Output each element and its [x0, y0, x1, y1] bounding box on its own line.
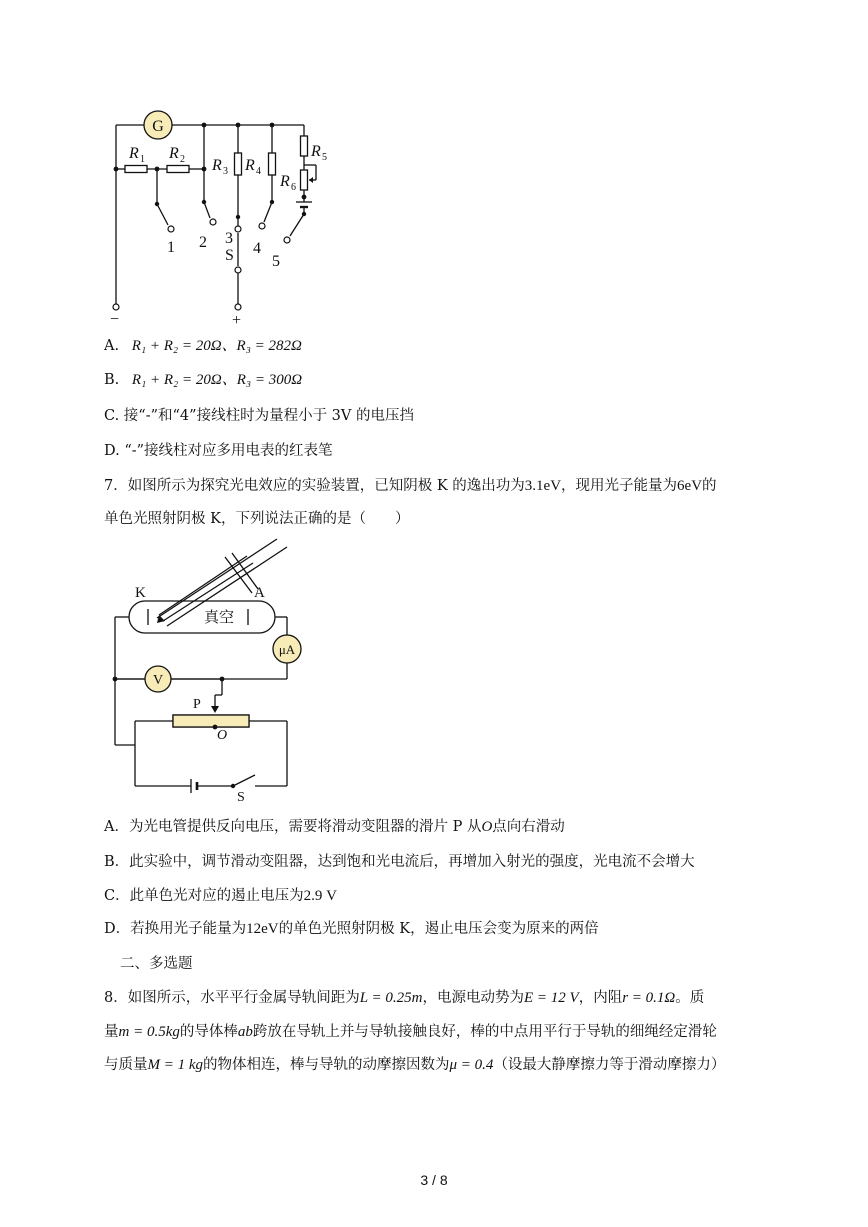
q7-stem-line1 — [104, 476, 717, 496]
r6-sub: 6 — [291, 182, 296, 193]
q8-emf: E = 12 V — [524, 990, 579, 1006]
q8-text-g: 跨放在导轨上并与导轨接触良好，棒的中点用平行于导轨的细绳经定滑轮 — [252, 1024, 717, 1040]
q7-option-c-text: C．此单色光对应的遏止电压为 — [104, 888, 304, 904]
q6-option-c: C. 接“-”和“4”接线柱时为量程小于 3V 的电压挡 — [104, 408, 414, 424]
q8-text-d: 。质 — [675, 990, 705, 1006]
q8-object-mass: M = 1 kg — [147, 1057, 204, 1073]
q7-stem-text-b: ，现用光子能量为 — [561, 478, 678, 494]
terminal-3-label: 3 — [225, 230, 233, 247]
cathode-k-label: K — [135, 585, 146, 601]
q7-stem-text-a: 7．如图所示为探究光电效应的实验装置，已知阴极 K 的逸出功为 — [104, 478, 525, 494]
q7-option-d-text: D．若换用光子能量为 — [104, 921, 247, 937]
section-title-multiple-choice: 二、多选题 — [120, 956, 193, 972]
q8-text-i: 的物体相连，棒与导轨的动摩擦因数为 — [203, 1057, 450, 1073]
galvanometer-label: G — [152, 118, 164, 135]
r4-sub: 4 — [256, 166, 261, 177]
r5-label: R — [311, 143, 321, 160]
q7-stem-text-c: 的 — [702, 478, 717, 494]
page-number: 3 / 8 — [420, 1172, 448, 1188]
terminal-1-label: 1 — [167, 239, 175, 256]
q7-option-b: B．此实验中，调节滑动变阻器，达到饱和光电流后，再增加入射光的强度，光电流不会增大 — [104, 854, 695, 870]
terminal-5-label: 5 — [272, 253, 280, 270]
vacuum-label: 真空 — [204, 610, 235, 626]
q8-text-a: 8．如图所示，水平平行金属导轨间距为 — [104, 990, 360, 1006]
q8-line1 — [104, 988, 704, 1008]
q7-photon-energy: 6eV — [677, 478, 703, 494]
q8-internal-resistance: r = 0.1Ω — [622, 990, 676, 1006]
q8-line3 — [104, 1055, 725, 1075]
q8-text-f: 的导体棒 — [179, 1024, 238, 1040]
q7-option-d-value: 12eV — [246, 921, 279, 937]
q8-text-b: ，电源电动势为 — [422, 990, 525, 1006]
terminal-4-label: 4 — [253, 240, 261, 257]
r5-sub: 5 — [322, 152, 327, 163]
r6-label: R — [280, 173, 290, 190]
q8-text-e: 量 — [104, 1024, 119, 1040]
multimeter-circuit-figure — [100, 108, 340, 330]
q7-stem-line2: 单色光照射阴极 K，下列说法正确的是（ ） — [104, 511, 410, 527]
q6-option-a-label: A. — [104, 338, 120, 354]
plus-terminal-label: + — [232, 312, 242, 329]
r2-label: R — [169, 145, 179, 162]
q8-text-h: 与质量 — [104, 1057, 148, 1073]
q6-option-a-formula: R₁ + R₂ = 20Ω、R₃ = 282Ω — [131, 338, 302, 354]
microammeter-label: μA — [278, 642, 296, 657]
q8-rail-spacing: L = 0.25m — [359, 990, 423, 1006]
q7-option-a-text-end: 点向右滑动 — [492, 819, 565, 835]
q6-option-a — [104, 336, 302, 356]
q8-rod-mass: m = 0.5kg — [118, 1024, 180, 1040]
q6-option-b-formula: R₁ + R₂ = 20Ω、R₃ = 300Ω — [131, 372, 303, 388]
anode-a-label: A — [254, 585, 265, 601]
q6-option-b — [104, 370, 302, 390]
q6-option-d: D. “-”接线柱对应多用电表的红表笔 — [104, 443, 333, 459]
slider-p-label: P — [193, 697, 201, 712]
r1-label: R — [129, 145, 139, 162]
q7-option-d — [104, 919, 599, 939]
q8-text-c: ，内阻 — [578, 990, 623, 1006]
r4-label: R — [245, 157, 255, 174]
r3-label: R — [212, 157, 222, 174]
q6-option-b-label: B. — [104, 372, 120, 388]
r3-sub: 3 — [223, 166, 228, 177]
q7-option-a — [104, 817, 565, 837]
q7-option-d-text-end: 的单色光照射阴极 K，遏止电压会变为原来的两倍 — [278, 921, 599, 937]
q8-rod-ab: ab — [237, 1024, 253, 1040]
q7-option-c-value: 2.9 V — [303, 888, 337, 904]
photoelectric-apparatus-figure — [105, 535, 315, 805]
midpoint-o-label: O — [217, 728, 228, 743]
q7-option-a-point-o: O — [481, 819, 493, 835]
r2-sub: 2 — [180, 154, 185, 165]
q8-line2 — [104, 1022, 717, 1042]
r1-sub: 1 — [140, 154, 145, 165]
minus-terminal-label: − — [110, 311, 120, 328]
q8-text-j: （设最大静摩擦力等于滑动摩擦力） — [493, 1057, 726, 1073]
switch-s-label: S — [237, 790, 245, 805]
voltmeter-label: V — [152, 673, 164, 688]
q8-friction-coefficient: μ = 0.4 — [449, 1057, 494, 1073]
q7-work-function: 3.1eV — [524, 478, 562, 494]
q7-option-a-text: A．为光电管提供反向电压，需要将滑动变阻器的滑片 P 从 — [104, 819, 482, 835]
switch-s-label: S — [225, 247, 234, 264]
terminal-2-label: 2 — [199, 234, 207, 251]
q7-option-c — [104, 886, 337, 906]
